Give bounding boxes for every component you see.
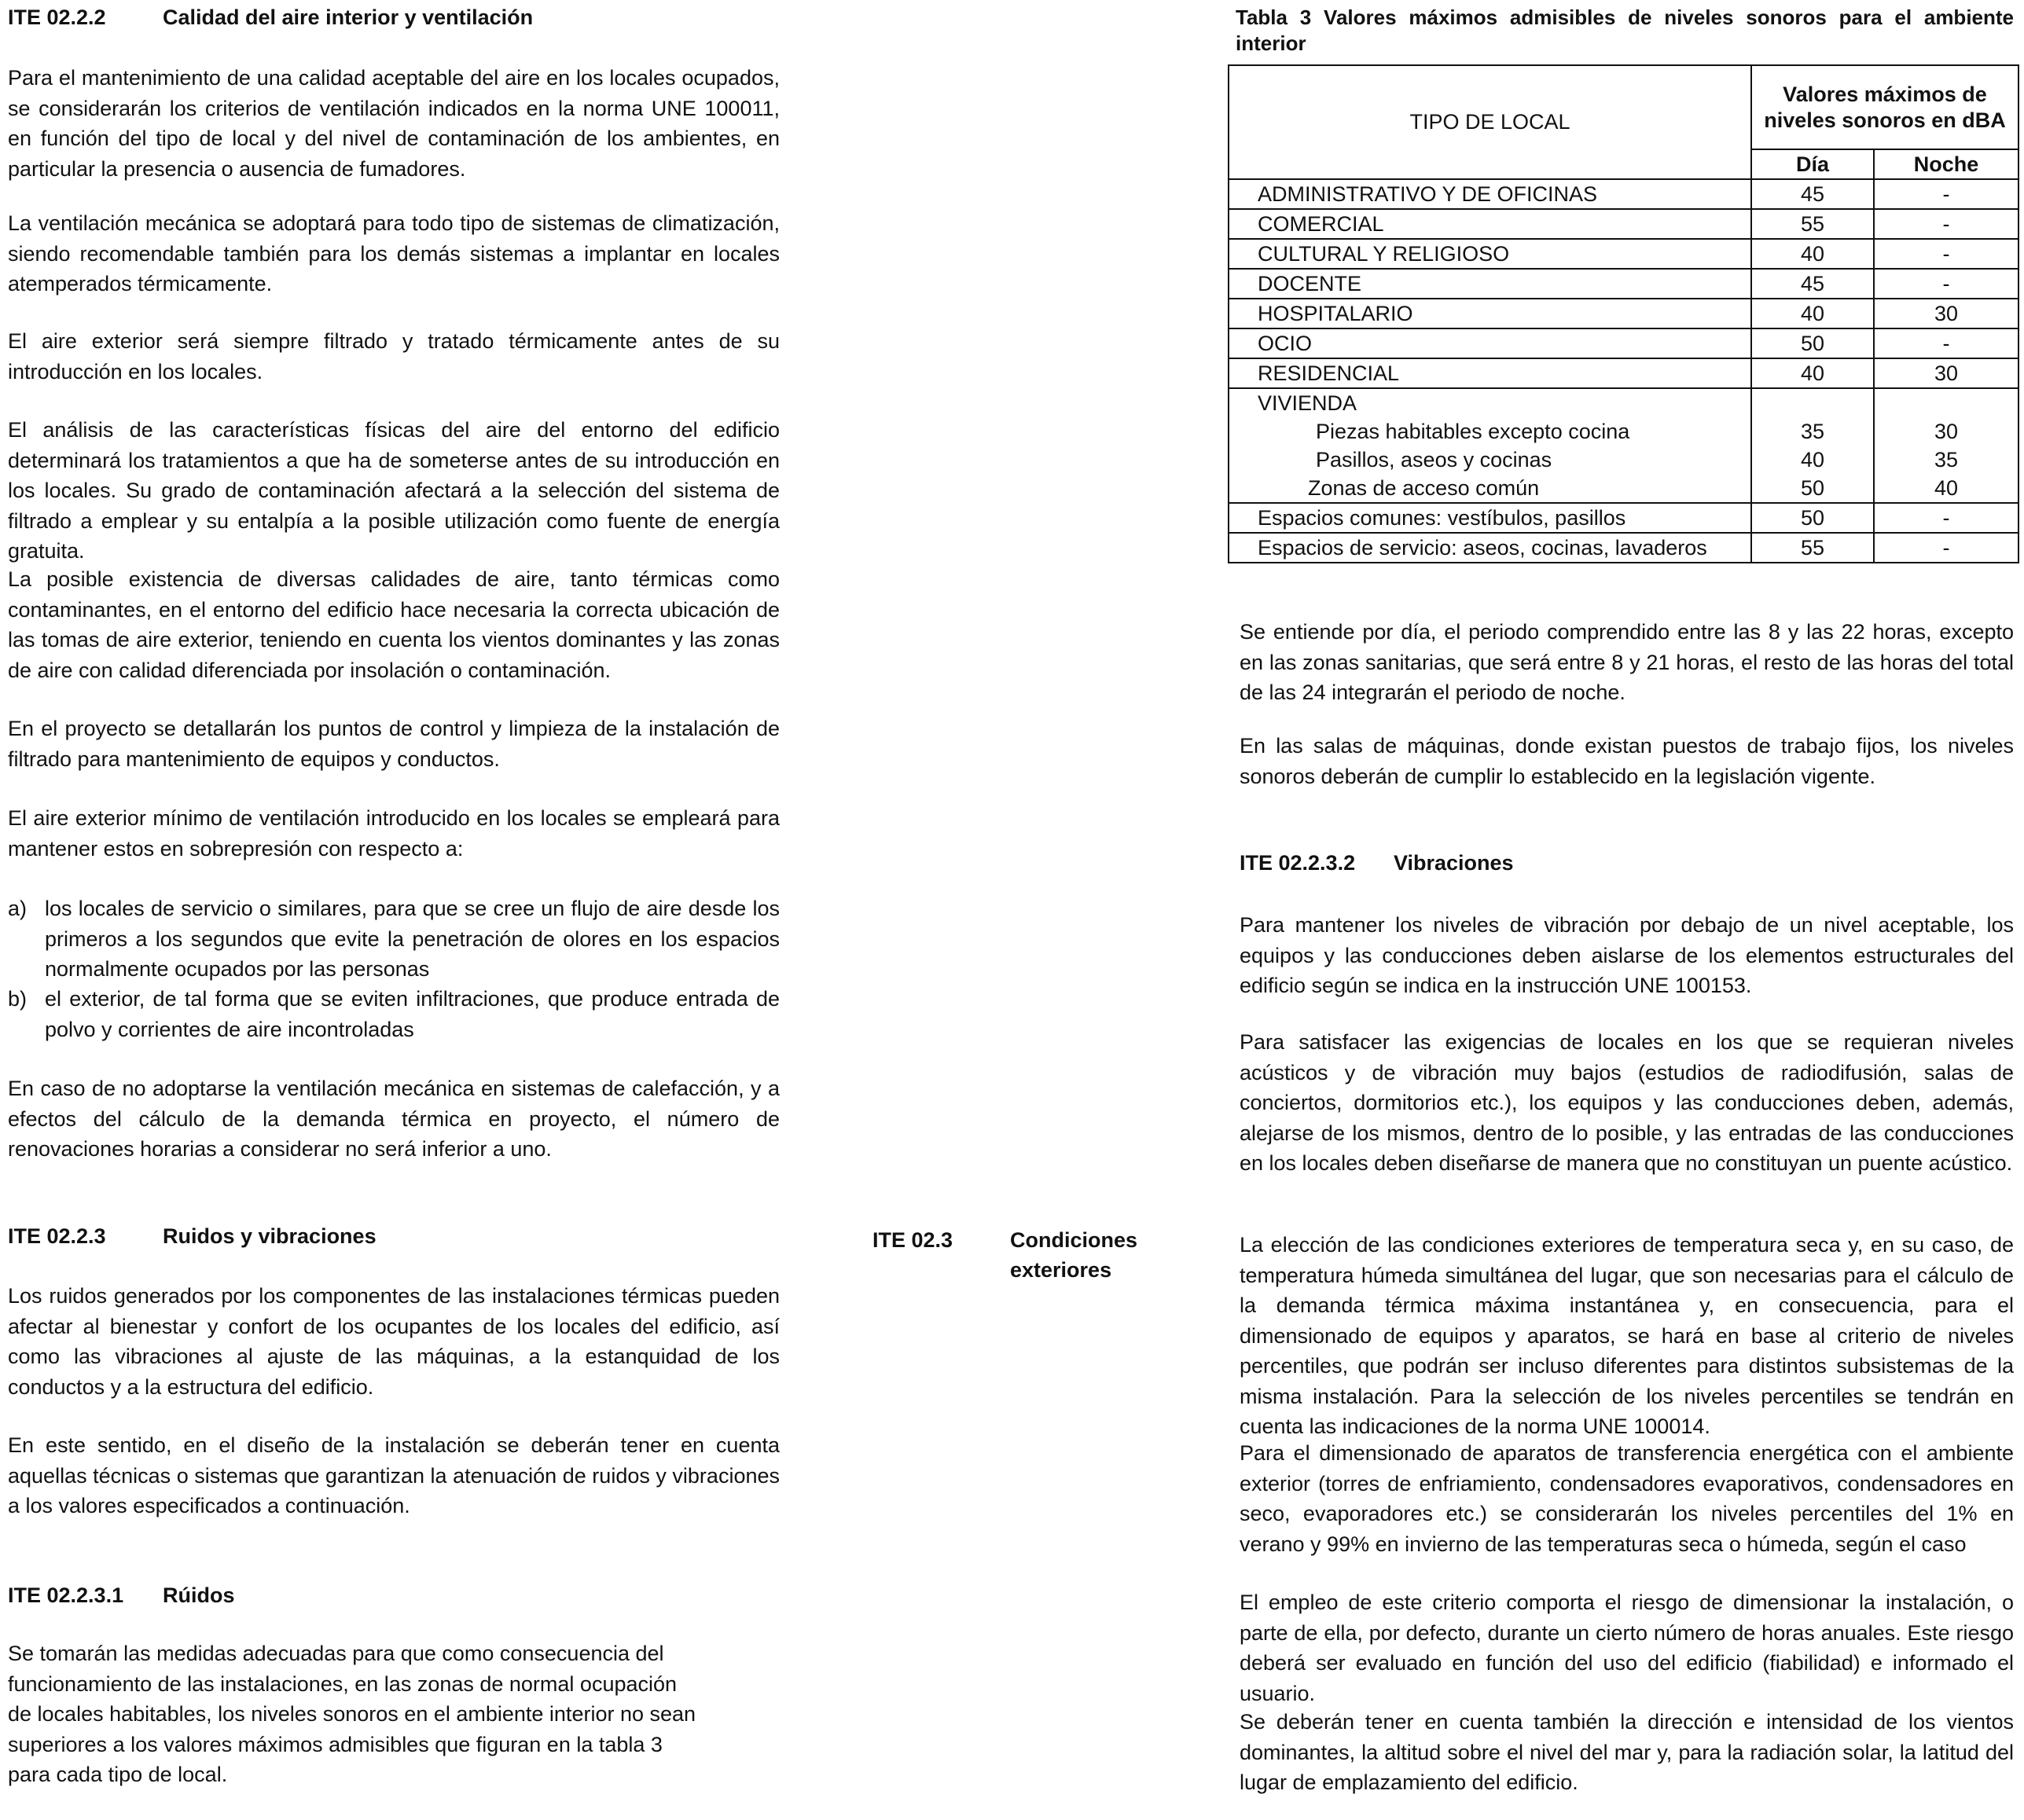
paragraph: En las salas de máquinas, donde existan puestos de trabajo fijos, los niveles sonoros deberán de cumplir lo establecido en la legislación vigente.	[1240, 734, 2014, 788]
paragraph: El empleo de este criterio comporta el riesgo de dimensionar la instalación, o parte de ella, por defecto, durante un cierto número de horas anuales. Este riesgo deberá ser evaluado en función del uso del edificio (fiabilidad) e informado el usuario.	[1240, 1591, 2014, 1705]
local-subtype-cell: Piezas habitables excepto cocina	[1229, 417, 1751, 446]
table-row	[1229, 388, 2018, 417]
section-title-line: Condiciones	[1010, 1228, 1138, 1252]
table-header-row	[1229, 65, 2018, 149]
table-row	[1229, 209, 2018, 239]
night-value-cell	[1874, 388, 2018, 417]
section-number: ITE 02.2.3.1	[8, 1583, 124, 1607]
day-value-cell: 50	[1751, 328, 1874, 358]
paragraph: La posible existencia de diversas calidades de aire, tanto térmicas como contaminantes, en el entorno del edificio hace necesaria la correcta ubicación de las tomas de aire exterior, teniendo en cuenta los vientos dominantes y las zonas de aire con calidad diferenciada por insolación o contaminación.	[8, 567, 780, 682]
section-title-line: exteriores	[1010, 1258, 1112, 1282]
paragraph: En caso de no adoptarse la ventilación mecánica en sistemas de calefacción, y a efectos del cálculo de la demanda térmica en proyecto, el número de renovaciones horarias a considerar no será inferior a uno.	[8, 1077, 780, 1161]
table-row	[1229, 417, 2018, 446]
local-type-cell: CULTURAL Y RELIGIOSO	[1229, 239, 1751, 269]
day-value-cell: 50	[1751, 474, 1874, 503]
local-type-cell: HOSPITALARIO	[1229, 299, 1751, 328]
noise-levels-table	[1228, 64, 2019, 563]
day-value-cell: 45	[1751, 179, 1874, 209]
table-row	[1229, 358, 2018, 388]
section-heading-ite-02-2-2	[8, 3, 786, 31]
table-row	[1229, 446, 2018, 474]
night-value-cell: -	[1874, 209, 2018, 239]
text-line: funcionamiento de las instalaciones, en las zonas de normal ocupación	[8, 1671, 678, 1696]
section-title: Rúidos	[163, 1583, 235, 1607]
list-item	[8, 893, 780, 985]
section-number: ITE 02.3	[872, 1228, 953, 1252]
section-title: Calidad del aire interior y ventilación	[163, 6, 534, 29]
paragraph: Se entiende por día, el periodo comprendido entre las 8 y las 22 horas, excepto en las zonas sanitarias, que será entre 8 y 21 horas, el resto de las horas del total de las 24 integrarán el periodo de noche.	[1240, 620, 2014, 704]
local-type-cell: RESIDENCIAL	[1229, 358, 1751, 388]
local-type-cell: Espacios de servicio: aseos, cocinas, lavaderos	[1229, 533, 1751, 563]
column-header-night: Noche	[1874, 149, 2018, 179]
paragraph: Se deberán tener en cuenta también la dirección e intensidad de los vientos dominantes, la altitud sobre el nivel del mar y, para la radiación solar, la latitud del lugar de emplazamiento del edificio.	[1240, 1710, 2014, 1794]
section-number: ITE 02.2.3	[8, 1224, 106, 1248]
section-number: ITE 02.2.3.2	[1240, 851, 1356, 875]
night-value-cell: -	[1874, 533, 2018, 563]
night-value-cell: 40	[1874, 474, 2018, 503]
column-header-type: TIPO DE LOCAL	[1229, 65, 1751, 179]
night-value-cell: 30	[1874, 358, 2018, 388]
day-value-cell: 40	[1751, 446, 1874, 474]
table-row	[1229, 533, 2018, 563]
night-value-cell: 30	[1874, 417, 2018, 446]
night-value-cell: -	[1874, 328, 2018, 358]
text-line: para cada tipo de local.	[8, 1763, 228, 1786]
day-value-cell: 55	[1751, 533, 1874, 563]
table-row	[1229, 328, 2018, 358]
table-row	[1229, 299, 2018, 328]
list-marker: a)	[8, 897, 28, 920]
day-value-cell: 40	[1751, 239, 1874, 269]
local-type-cell: ADMINISTRATIVO Y DE OFICINAS	[1229, 179, 1751, 209]
night-value-cell: -	[1874, 179, 2018, 209]
list-marker: b)	[8, 987, 28, 1011]
section-heading-ite-02-2-3-2	[1240, 849, 2014, 877]
day-value-cell: 45	[1751, 269, 1874, 299]
day-value-cell: 40	[1751, 299, 1874, 328]
paragraph: La elección de las condiciones exteriores de temperatura seca y, en su caso, de temperatura húmeda simultánea del lugar, que son necesarias para el cálculo de la demanda térmica máxima instantánea y, en consecuencia, para el dimensionado de equipos y aparatos, se hará en base al criterio de niveles percentiles, que podrán ser incluso diferentes para distintos subsistemas de la misma instalación. Para la selección de los niveles percentiles se tendrán en cuenta las indicaciones de la norma UNE 100014.	[1240, 1233, 2014, 1438]
text-line: de locales habitables, los niveles sonoros en el ambiente interior no sean	[8, 1702, 696, 1726]
day-value-cell: 35	[1751, 417, 1874, 446]
paragraph: Para satisfacer las exigencias de locales en los que se requieran niveles acústicos y de vibración muy bajos (estudios de radiodifusión, salas de conciertos, dormitorios etc.), los equipos y las conducciones deben, además, alejarse de los mismos, dentro de lo posible, y las entradas de las conducciones en los locales deben diseñarse de manera que no constituyan un puente acústico.	[1240, 1030, 2014, 1175]
paragraph: El aire exterior mínimo de ventilación introducido en los locales se empleará para mantener estos en sobrepresión con respecto a:	[8, 806, 780, 860]
paragraph: Para el dimensionado de aparatos de transferencia energética con el ambiente exterior (torres de enfriamiento, condensadores evaporativos, condensadores en seco, evaporadores etc.) se considerarán los niveles percentiles del 1% en verano y 99% en invierno de las temperaturas seca o húmeda, según el caso	[1240, 1441, 2014, 1556]
night-value-cell: 35	[1874, 446, 2018, 474]
text-line: superiores a los valores máximos admisibles que figuran en la tabla 3	[8, 1732, 663, 1756]
table-row	[1229, 503, 2018, 533]
section-title: Ruidos y vibraciones	[163, 1224, 377, 1248]
column-header-day: Día	[1751, 149, 1874, 179]
local-type-cell: DOCENTE	[1229, 269, 1751, 299]
table-caption: Tabla 3 Valores máximos admisibles de niveles sonoros para el ambiente interior	[1236, 6, 2014, 55]
table-row	[1229, 474, 2018, 503]
paragraph: El aire exterior será siempre filtrado y tratado térmicamente antes de su introducción en los locales.	[8, 329, 780, 383]
day-value-cell: 50	[1751, 503, 1874, 533]
list-text: el exterior, de tal forma que se eviten infiltraciones, que produce entrada de polvo y corrientes de aire incontroladas	[45, 987, 780, 1041]
day-value-cell	[1751, 388, 1874, 417]
paragraph: La ventilación mecánica se adoptará para todo tipo de sistemas de climatización, siendo recomendable también para los demás sistemas a implantar en locales atemperados térmicamente.	[8, 211, 780, 295]
night-value-cell: 30	[1874, 299, 2018, 328]
column-header-values: Valores máximos de niveles sonoros en dBA	[1751, 65, 2018, 149]
section-heading-ite-02-2-3	[8, 1222, 786, 1250]
list-item	[8, 984, 780, 1045]
section-title: Vibraciones	[1394, 851, 1514, 875]
local-type-cell: COMERCIAL	[1229, 209, 1751, 239]
paragraph: Para mantener los niveles de vibración por debajo de un nivel aceptable, los equipos y las conducciones deben aislarse de los elementos estructurales del edificio según se indica en la instrucción UNE 100153.	[1240, 913, 2014, 997]
table-row	[1229, 239, 2018, 269]
night-value-cell: -	[1874, 269, 2018, 299]
local-type-cell: OCIO	[1229, 328, 1751, 358]
local-subtype-cell: Zonas de acceso común	[1229, 474, 1751, 503]
section-heading-ite-02-3	[872, 1226, 1171, 1289]
paragraph	[8, 1638, 715, 1790]
text-line: Se tomarán las medidas adecuadas para que como consecuencia del	[8, 1642, 664, 1665]
local-type-cell: Espacios comunes: vestíbulos, pasillos	[1229, 503, 1751, 533]
day-value-cell: 40	[1751, 358, 1874, 388]
day-value-cell: 55	[1751, 209, 1874, 239]
local-subtype-cell: Pasillos, aseos y cocinas	[1229, 446, 1751, 474]
section-heading-ite-02-2-3-1	[8, 1581, 786, 1609]
paragraph: En el proyecto se detallarán los puntos de control y limpieza de la instalación de filtrado para mantenimiento de equipos y conductos.	[8, 717, 780, 771]
paragraph: El análisis de las características físicas del aire del entorno del edificio determinará los tratamientos a que ha de someterse antes de su introducción en los locales. Su grado de contaminación afectará a la selección del sistema de filtrado a emplear y su entalpía a la posible utilización como fuente de energía gratuita.	[8, 418, 780, 563]
paragraph: Para el mantenimiento de una calidad aceptable del aire en los locales ocupados, se considerarán los criterios de ventilación indicados en la norma UNE 100011, en función del tipo de local y del nivel de contaminación de los ambientes, en particular la presencia o ausencia de fumadores.	[8, 66, 780, 181]
night-value-cell: -	[1874, 503, 2018, 533]
night-value-cell: -	[1874, 239, 2018, 269]
table-row	[1229, 269, 2018, 299]
paragraph: En este sentido, en el diseño de la instalación se deberán tener en cuenta aquellas técnicas o sistemas que garantizan la atenuación de ruidos y vibraciones a los valores especificados a continuación.	[8, 1433, 780, 1517]
local-type-cell: VIVIENDA	[1229, 388, 1751, 417]
paragraph: Los ruidos generados por los componentes de las instalaciones térmicas pueden afectar al bienestar y confort de los ocupantes de los locales del edificio, así como las vibraciones al ajuste de las máquinas, a la estanquidad de los conductos y a la estructura del edificio.	[8, 1284, 780, 1399]
table-row	[1229, 179, 2018, 209]
section-number: ITE 02.2.2	[8, 6, 106, 29]
list-text: los locales de servicio o similares, para que se cree un flujo de aire desde los primeros a los segundos que evite la penetración de olores en los espacios normalmente ocupados por las personas	[45, 897, 780, 981]
